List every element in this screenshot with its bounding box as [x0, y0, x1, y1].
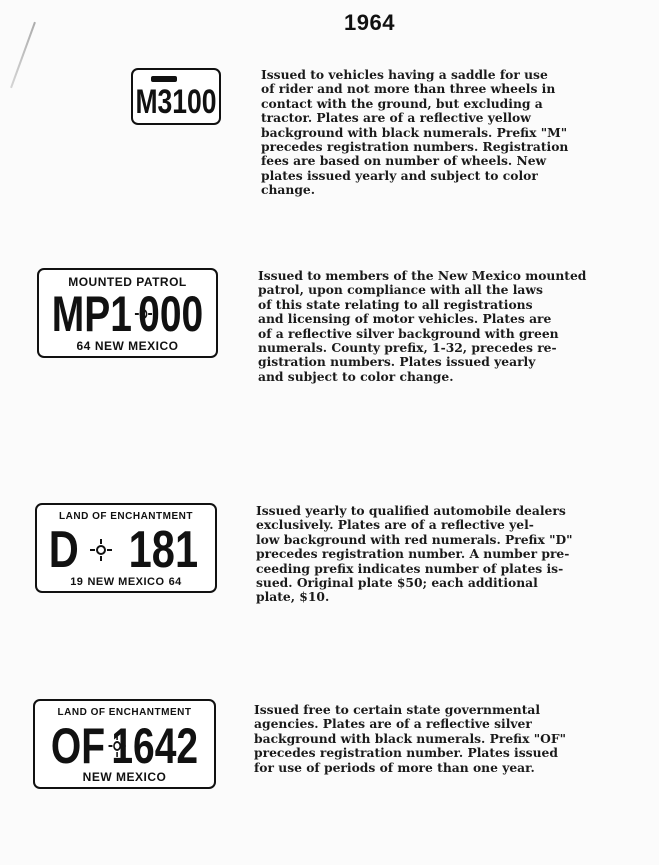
plate-suffix: 181 [128, 521, 199, 579]
plate-number [37, 521, 215, 579]
plate-state: NEW MEXICO [94, 339, 179, 353]
license-plate-official [33, 699, 216, 789]
scan-mark [10, 22, 36, 88]
zia-sun-icon [90, 539, 112, 561]
plate-prefix: OF [50, 718, 106, 774]
plate-year: 64 [76, 339, 91, 353]
plate-prefix-number: 19 [70, 576, 84, 588]
plate-top-text: LAND OF ENCHANTMENT [57, 707, 192, 718]
plate-bottom-line [37, 576, 215, 588]
page-title: 1964 [344, 10, 395, 35]
plate-prefix: D [48, 521, 79, 579]
plate-number-text: M3100 [135, 82, 217, 121]
plate-state: NEW MEXICO [87, 576, 165, 588]
license-plate-motorcycle [131, 68, 221, 125]
plate-description-motorcycle: Issued to vehicles having a saddle for use of rider and not more than three wheels in contact with the ground, but excluding a tractor. Plates are of a reflective yellow background with black numerals. Prefix "M" precedes registration numbers. Registration fees are based on number of wheels. New plates issued yearly and subject to color change. [261, 67, 569, 198]
plate-description-dealer: Issued yearly to qualified automobile dealers exclusively. Plates are of a reflective yel- low background with red numerals. Prefix "D" precedes registration number. A number pre- ceeding prefix indicates number of plates is- sued. Original plate $50; each additional plate, $10. [256, 503, 573, 605]
plate-year: 64 [168, 576, 182, 588]
plate-state: NEW MEXICO [82, 770, 167, 784]
plate-bottom-line [39, 339, 216, 353]
license-plate-dealer [35, 503, 217, 593]
plate-number [51, 286, 204, 342]
plate-description-mounted-patrol: Issued to members of the New Mexico mounted patrol, upon compliance with all the laws of this state relating to all registrations and licensing of motor vehicles. Plates are of a reflective silver background with green numerals. County prefix, 1-32, precedes re- gistration numbers. Plates issued yearly and subject to color change. [258, 268, 587, 384]
plate-prefix: MP1 [51, 286, 132, 342]
plate-suffix: 1642 [111, 718, 199, 774]
plate-top-text: LAND OF ENCHANTMENT [59, 511, 193, 522]
plate-description-official: Issued free to certain state governmental agencies. Plates are of a reflective silver background with black numerals. Prefix "OF" precedes registration number. Plates issued for use of periods of more than one year. [254, 702, 566, 775]
plate-number [135, 82, 217, 122]
plate-number [50, 718, 199, 774]
plate-suffix: 000 [138, 286, 204, 342]
plate-bottom-line [35, 770, 214, 784]
plate-top-text: MOUNTED PATROL [68, 275, 187, 289]
license-plate-mounted-patrol [37, 268, 218, 358]
